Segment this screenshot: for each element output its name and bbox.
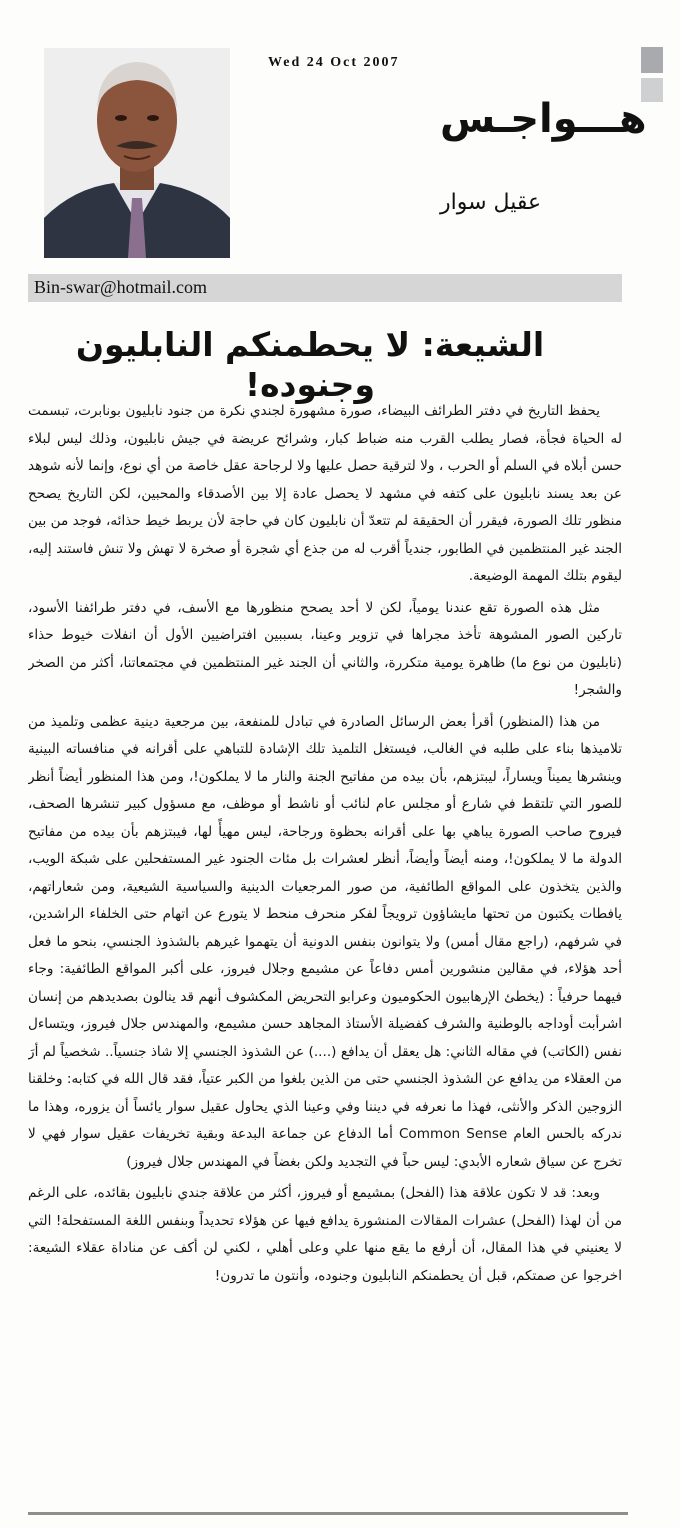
date-line: Wed 24 Oct 2007 <box>268 55 400 70</box>
sidebar-marker-top <box>641 47 663 73</box>
article-paragraph: يحفظ التاريخ في دفتر الطرائف البيضاء، صورة مشهورة لجندي نكرة من جنود نابليون بونابرت، تبسمت له الحياة فجأة، فصار يطلب القرب منه ضباط كبار، وشرائح عريضة في جيش نابليون، وذلك ليس لبلاء حسن أبلاه في السلم أو الحرب ، ولا لترقية حصل عليها ولا لرجاحة عقل خاصة من أي نوع، وإنما لأنه شوهد عن بعد يسند نابليون على كتفه في مشهد لا يحصل عادة إلا بين الأصدقاء والمحبين، لكن التاريخ يصحح منظور تلك الصورة، فيقرر أن الحقيقة لم تتعدّ أن نابليون كان في حاجة لأن يربط خيط حذائه، فوجد من بين الجند غير المنتظمين في الطابور، جندياً أقرب له من جذع أي شجرة أو صخرة لا تهش ولا تنش فاستند إليه، ليقوم بتلك المهمة الوضيعة. <box>28 403 622 584</box>
author-email[interactable]: Bin-swar@hotmail.com <box>34 277 208 297</box>
article-headline: الشيعة: لا يحطمنكم النابليون وجنوده! <box>75 325 545 404</box>
article-paragraph: من هذا (المنظور) أقرأ بعض الرسائل الصادرة في تبادل للمنفعة، بين مرجعية دينية عظمى وتلميذ من تلاميذها بناء على طلبه في الغالب، فيستغل التلميذ تلك الإشادة للتباهي على أقرانه في منافساته البينية وينشرها يميناً ويساراً، ليبتزهم، بأن بيده من مفاتيح الجنة والنار ما لا يملكون!، ومن هذا المنظور أيضاً أنظر للصور التي تلتقط في شارع أو مجلس عام لنائب أو ناشط أو موظف، مع مسؤول كبير تنشرها الصحف، فيروح صاحب الصورة يباهي بها على أقرانه بحظوة ورجاحة، ليس مهيأً لها، فيبتزهم بأن بيده من مفاتيح الدولة ما لا يملكون!، ومنه أيضاً وأيضاً، أنظر لعشرات بل مئات الجنود غير المستفحلين على شبكة الويب، والذين يتخذون على المواقع الطائفية، من صور المرجعيات الدينية والسياسية الشيعية، ومن شعاراتهم، يافطات يكتبون من تحتها مايشاؤون ترويجاً لفكر منحرف منحط لا يتورع عن اتهام حتى الخلفاء الراشدين، في شرفهم، (راجع مقال أمس) ولا يتوانون بنفس الدونية أن يتهموا غيرهم بالشذوذ الجنسي، بنحو ما فعل أحد هؤلاء، في مقالين منشورين أمس دفاعاً عن مشيمع وجلال فيروز، على أكبر المواقع الطائفية: وجاء فيهما حرفياً : (يخطئ الإرهابيون الحكوميون وعرابو التحريض المكشوف أنهم قد ينالون بصديدهم من إنسان اشرأبت أوداجه بالوطنية والشرف كفضيلة الأستاذ المجاهد حسن مشيمع، والمهندس جلال فيروز، ويتساءل نفس (الكاتب) في مقاله الثاني: هل يعقل أن يدافع (....) عن الشذوذ الجنسي إلا شاذ جنسياً.. شخصياً لم أرَ من العقلاء من يدافع عن الشذوذ الجنسي حتى من الذين بلغوا من الكبر عتياً، فقد قال الله في كتابه: وخلقنا الزوجين الذكر والأنثى، فهذا ما نعرفه في ديننا وفي وعينا الذي يحاول عقيل سوار يائساً أن يزوره، وهذا ما ندركه بالحس العام Common Sense أما الدفاع عن جماعة البدعة وبقية تخريفات عقيل سوار فهي لا تخرج عن سياق شعاره الأبدي: ليس حباً في التجديد ولكن بغضاً في المهندس جلال فيروز) <box>28 713 622 1170</box>
author-portrait-image <box>44 48 230 258</box>
article-body <box>28 398 622 1488</box>
author-name: عقيل سوار <box>440 190 542 215</box>
author-photo <box>44 48 230 258</box>
column-title: هـــواجـس <box>440 96 647 142</box>
bottom-divider <box>28 1512 628 1515</box>
article-paragraph: مثل هذه الصورة تقع عندنا يومياً، لكن لا أحد يصحح منظورها مع الأسف، في دفتر طرائفنا الأسود، تاركين الصور المشوهة تأخذ مجراها في تزوير وعينا، بسببين افتراضيين الأول أن انفلات خيوط حذاء (نابليون من نوع ما) ظاهرة يومية متكررة، والثاني أن الجند غير المنتظمين في مجتمعاتنا، أكثر من الصخر والشجر! <box>28 599 622 698</box>
email-bar <box>28 274 622 302</box>
article-paragraph: وبعد: قد لا تكون علاقة هذا (الفحل) بمشيمع أو فيروز، أكثر من علاقة جندي نابليون بقائده، على الرغم من أن لهذا (الفحل) عشرات المقالات المنشورة يدافع فيها عن هؤلاء تحديداً وبنفس اللغة المستفحلة! التي لا يعنيني في هذا المقال، أن أرفع ما يقع منها علي وعلى أهلي ، لكني لن أكف عن مناداة عقلاء الشيعة: اخرجوا عن صمتكم، قبل أن يحطمنكم النابليون وجنوده، وأنتون ما تدرون! <box>28 1185 622 1284</box>
